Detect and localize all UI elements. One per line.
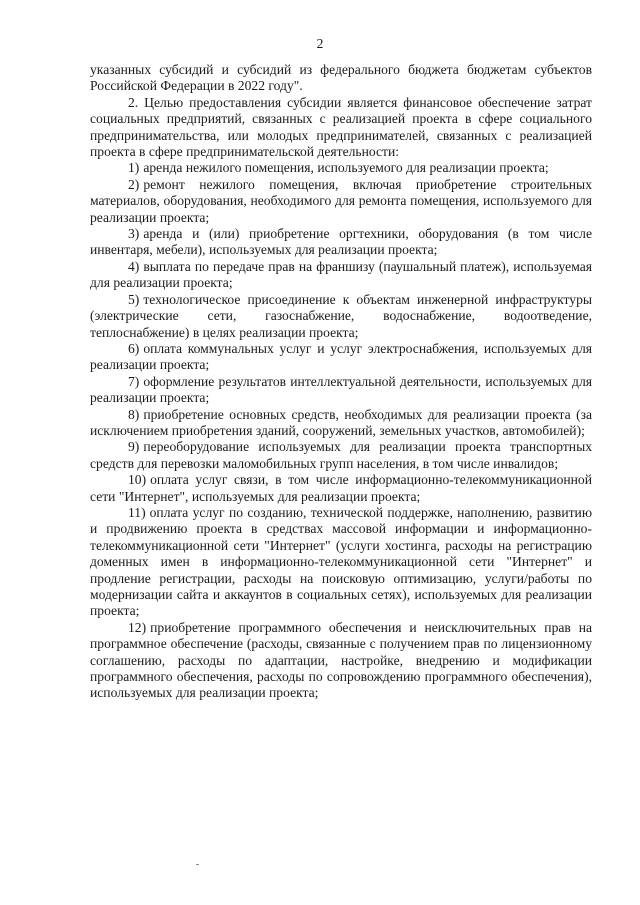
expense-item	[90, 505, 592, 620]
expense-item-text: аренда и (или) приобретение оргтехники, оборудования (в том числе инвентаря, мебели), используемых для реализации проекта;	[90, 226, 592, 258]
expense-item-number: 2)	[128, 176, 140, 192]
expense-item-number: 9)	[128, 439, 140, 455]
expense-item-text: оформление результатов интеллектуальной деятельности, используемых для реализации проекта;	[90, 373, 592, 406]
expense-item-text: оплата коммунальных услуг и услуг электроснабжения, используемых для реализации проекта;	[90, 340, 592, 373]
expense-item-text: технологическое присоединение к объектам инженерной инфраструктуры (электрические сети, газоснабжение, водоснабжение, водоотведение, теплоснабжение) в целях реализации проекта;	[90, 291, 592, 340]
expense-item-text: приобретение программного обеспечения и неисключительных прав на программное обеспечение (расходы, связанные с получением прав по лицензионному соглашению, расходы по адаптации, настройке, внедрению и модификации программного обеспечения, расходы по сопровождению программного обеспечения), используемых для реализации проекта;	[90, 619, 592, 701]
intro-paragraph-goal: 2. Целью предоставления субсидии является финансовое обеспечение затрат социальных предприятий, связанных с реализацией проекта в сфере социального предпринимательства, или молодых предпринимателей, связанных с реализацией проекта в сфере предпринимательской деятельности:	[90, 94, 592, 160]
document-body	[90, 62, 592, 702]
expense-item-text: оплата услуг по созданию, технической поддержке, наполнению, развитию и продвижению проекта в средствах массовой информации и информационно-телекоммуникационной сети "Интернет" (услуги хостинга, расходы на регистрацию доменных имен в информационно-телекоммуникационной сети "Интернет" и продление регистрации, расходы на поисковую оптимизацию, услуги/работы по модернизации сайта и аккаунтов в социальных сетях), используемых для реализации проекта;	[90, 504, 592, 619]
expense-item-number: 7)	[128, 373, 140, 389]
expense-item	[90, 292, 592, 341]
expense-item	[90, 472, 592, 505]
expense-item-number: 4)	[128, 258, 140, 274]
expense-item-text: приобретение основных средств, необходимых для реализации проекта (за исключением приобретения зданий, сооружений, земельных участков, автомобилей);	[90, 406, 592, 438]
expense-item	[90, 177, 592, 226]
expense-item-text: аренда нежилого помещения, используемого для реализации проекта;	[143, 160, 549, 176]
expense-item-text: ремонт нежилого помещения, включая приобретение строительных материалов, оборудования, необходимого для ремонта помещения, используемого для реализации проекта;	[90, 176, 592, 225]
expense-item	[90, 620, 592, 702]
expense-item	[90, 439, 592, 472]
expense-item-number: 8)	[128, 406, 140, 422]
expense-item-text: оплата услуг связи, в том числе информационно-телекоммуникационной сети "Интернет", используемых для реализации проекта;	[90, 472, 592, 504]
expense-item-text: переоборудование используемых для реализации проекта транспортных средств для перевозки маломобильных групп населения, в том числе инвалидов;	[90, 439, 592, 471]
expense-item-number: 5)	[128, 291, 140, 307]
expense-item	[90, 341, 592, 374]
expense-item	[90, 160, 592, 176]
expense-item-number: 12)	[128, 619, 147, 635]
expense-item	[90, 226, 592, 259]
expense-item	[90, 407, 592, 440]
expense-item-number: 10)	[128, 472, 147, 488]
expense-items-list	[90, 160, 592, 701]
expense-item-number: 6)	[128, 340, 140, 356]
expense-item-text: выплата по передаче прав на франшизу (паушальный платеж), используемая для реализации проекта;	[90, 258, 592, 291]
expense-item	[90, 374, 592, 407]
intro-paragraph-continuation: указанных субсидий и субсидий из федерального бюджета бюджетам субъектов Российской Федерации в 2022 году".	[90, 62, 592, 94]
expense-item-number: 1)	[128, 160, 140, 176]
page-number: 2	[316, 36, 324, 51]
expense-item-number: 3)	[128, 226, 140, 242]
expense-item-number: 11)	[128, 504, 146, 520]
expense-item	[90, 259, 592, 292]
margin-mark	[196, 864, 199, 865]
